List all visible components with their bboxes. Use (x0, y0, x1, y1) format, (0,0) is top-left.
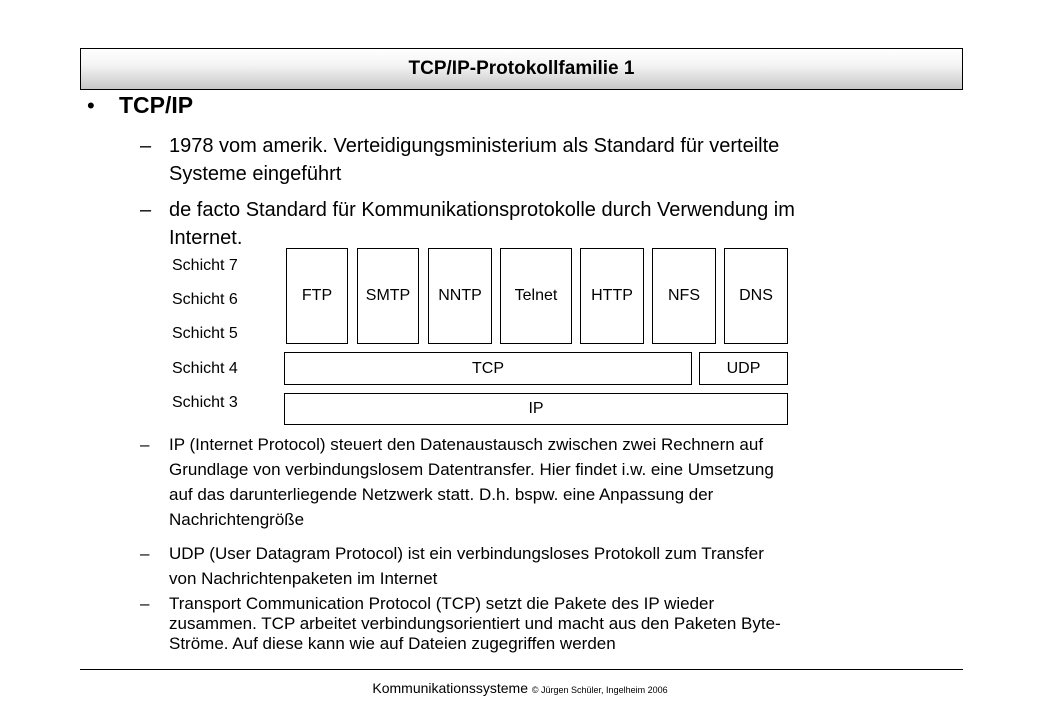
text-line: von Nachrichtenpaketen im Internet (169, 569, 438, 588)
list-item-text (169, 196, 795, 252)
footer (0, 680, 1040, 696)
text-line: 1978 vom amerik. Verteidigungsministerium als Standard für verteilte (169, 135, 780, 157)
protocol-box-ftp: FTP (286, 248, 348, 344)
dash-marker: – (140, 594, 150, 613)
list-item (140, 196, 795, 252)
layer-label: Schicht 5 (172, 325, 238, 342)
text-line: Internet. (169, 227, 243, 249)
dash-marker: – (140, 135, 152, 157)
layer-label: Schicht 7 (172, 257, 238, 274)
bullet-dot-icon: • (87, 93, 95, 118)
dash-marker: – (140, 544, 150, 563)
list-item (140, 594, 781, 654)
layer-label: Schicht 3 (172, 394, 238, 411)
footer-divider (80, 669, 963, 670)
text-line: UDP (User Datagram Protocol) ist ein verbindungsloses Protokoll zum Transfer (169, 544, 764, 563)
protocol-box-udp: UDP (699, 352, 788, 385)
protocol-box-nntp: NNTP (428, 248, 492, 344)
dash-marker: – (140, 199, 152, 221)
footer-copyright: © Jürgen Schüler, Ingelheim 2006 (531, 685, 668, 695)
protocol-box-dns: DNS (724, 248, 788, 344)
text-line: auf das darunterliegende Netzwerk statt. D.h. bspw. eine Anpassung der (169, 485, 714, 504)
dash-marker: – (140, 435, 150, 454)
text-line: Transport Communication Protocol (TCP) setzt die Pakete des IP wieder (169, 594, 715, 613)
protocol-box-smtp: SMTP (357, 248, 419, 344)
list-item-text (169, 132, 779, 188)
slide-title: TCP/IP-Protokollfamilie 1 (80, 48, 963, 90)
text-line: Ströme. Auf diese kann wie auf Dateien zugegriffen werden (169, 634, 616, 653)
list-item-text (169, 594, 781, 654)
protocol-box-ip: IP (284, 393, 788, 425)
text-line: Nachrichtengröße (169, 510, 305, 529)
list-item (140, 432, 774, 532)
list-item-text (169, 541, 764, 591)
protocol-box-telnet: Telnet (500, 248, 572, 344)
text-line: Grundlage von verbindungslosem Datentransfer. Hier findet i.w. eine Umsetzung (169, 460, 774, 479)
protocol-box-tcp: TCP (284, 352, 692, 385)
text-line: IP (Internet Protocol) steuert den Datenaustausch zwischen zwei Rechnern auf (169, 435, 764, 454)
list-item-text (169, 432, 774, 532)
layer-label: Schicht 4 (172, 360, 238, 377)
text-line: Systeme eingeführt (169, 163, 342, 185)
text-line: de facto Standard für Kommunikationsprotokolle durch Verwendung im (169, 199, 795, 221)
list-item (140, 541, 764, 591)
footer-title: Kommunikationssysteme (372, 680, 528, 696)
protocol-box-http: HTTP (580, 248, 644, 344)
main-bullet-text: TCP/IP (119, 92, 194, 118)
list-item (140, 132, 779, 188)
protocol-box-nfs: NFS (652, 248, 716, 344)
text-line: zusammen. TCP arbeitet verbindungsorientiert und macht aus den Paketen Byte- (169, 614, 781, 633)
layer-label: Schicht 6 (172, 291, 238, 308)
main-bullet (87, 92, 193, 119)
